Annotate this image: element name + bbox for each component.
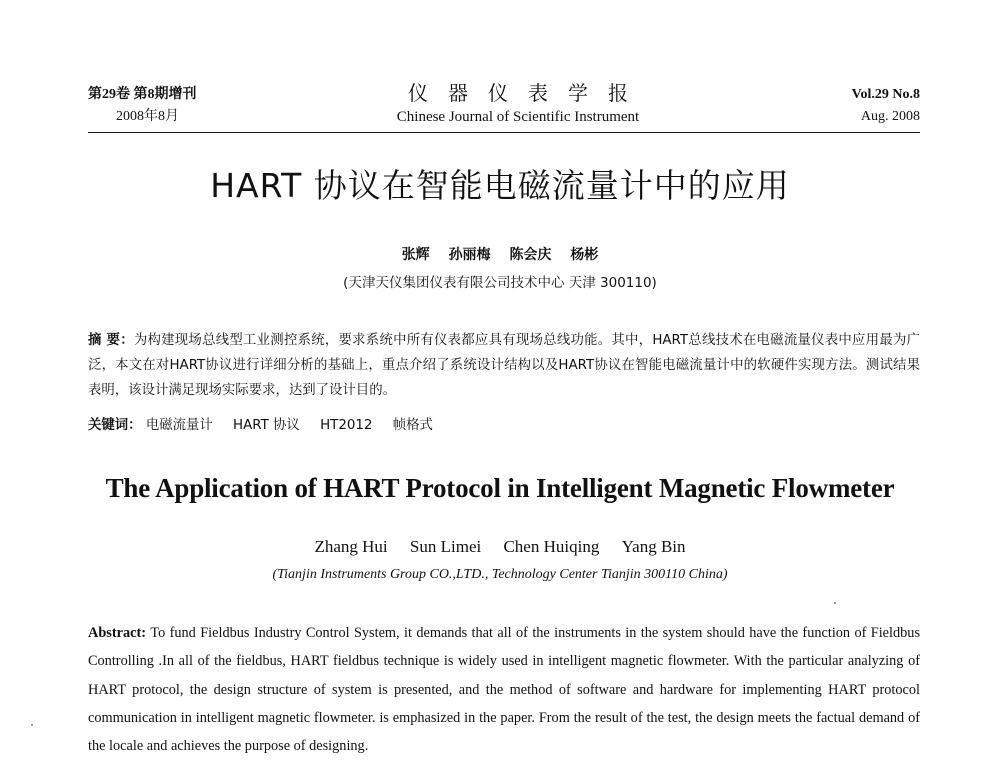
affiliation-en: (Tianjin Instruments Group CO.,LTD., Technology Center Tianjin 300110 China) xyxy=(272,567,728,582)
abstract-label-cn: 摘 要： xyxy=(88,333,134,348)
volume-info xyxy=(852,84,920,128)
affiliation-cn: (天津天仪集团仪表有限公司技术中心 天津 300110) xyxy=(343,275,657,291)
abstract-en xyxy=(88,619,920,760)
author-en: Chen Huiqing xyxy=(503,537,600,556)
journal-name-cn: 仪器仪表学报 xyxy=(408,81,648,105)
keyword: 帧格式 xyxy=(392,418,433,433)
author-cn: 张辉 xyxy=(401,247,430,263)
journal-name xyxy=(358,80,678,128)
volume-issue-cn: 第29卷 第8期增刊 xyxy=(88,87,197,102)
keyword: HT2012 xyxy=(320,418,373,433)
title-en: The Application of HART Protocol in Intelligent Magnetic Flowmeter xyxy=(105,473,895,503)
date-en: Aug. 2008 xyxy=(860,109,920,124)
author-en: Sun Limei xyxy=(409,537,482,556)
scan-speck xyxy=(31,724,33,726)
keyword: 电磁流量计 xyxy=(145,418,213,433)
date-cn: 2008年8月 xyxy=(116,109,179,124)
abstract-text-en: To fund Fieldbus Industry Control System, it demands that all of the instruments in the system should have the function of Fieldbus Controlling .In all of the fieldbus, HART fieldbus technique is widely used in intelligent magnetic flowmeter. With the particular analyzing of HART protocol, the design structure of system is presented, and the method of software and hardware for implementing HART protocol communication in intelligent magnetic flowmeter. is emphasized in the paper. From the result of the test, the design meets the factual demand of the locale and achieves the purpose of designing. xyxy=(88,625,921,755)
authors-cn xyxy=(0,245,1000,265)
keywords-label-cn: 关键词： xyxy=(88,418,142,433)
journal-name-en: Chinese Journal of Scientific Instrument xyxy=(396,109,640,125)
keyword: HART 协议 xyxy=(233,418,300,433)
abstract-cn xyxy=(88,328,920,403)
title-cn: HART 协议在智能电磁流量计中的应用 xyxy=(210,166,790,205)
author-cn: 杨彬 xyxy=(570,247,599,263)
running-header xyxy=(88,81,920,133)
author-cn: 陈会庆 xyxy=(509,247,552,263)
author-en: Zhang Hui xyxy=(314,537,388,556)
scan-speck xyxy=(834,602,836,604)
keywords-cn xyxy=(88,413,920,438)
author-en: Yang Bin xyxy=(621,537,686,556)
author-cn: 孙丽梅 xyxy=(448,247,491,263)
abstract-text-cn: 为构建现场总线型工业测控系统，要求系统中所有仪表都应具有现场总线功能。其中，HART总线技术在电磁流量仪表中应用最为广泛，本文在对HART协议进行详细分析的基础上，重点介绍了系统设计结构以及HART协议在智能电磁流量计中的软硬件实现方法。测试结果表明，该设计满足现场实际要求，达到了设计目的。 xyxy=(88,333,921,398)
issue-info xyxy=(88,84,197,128)
abstract-label-en: Abstract: xyxy=(88,625,146,641)
authors-en xyxy=(0,535,1000,559)
volume-issue-en: Vol.29 No.8 xyxy=(851,87,920,102)
